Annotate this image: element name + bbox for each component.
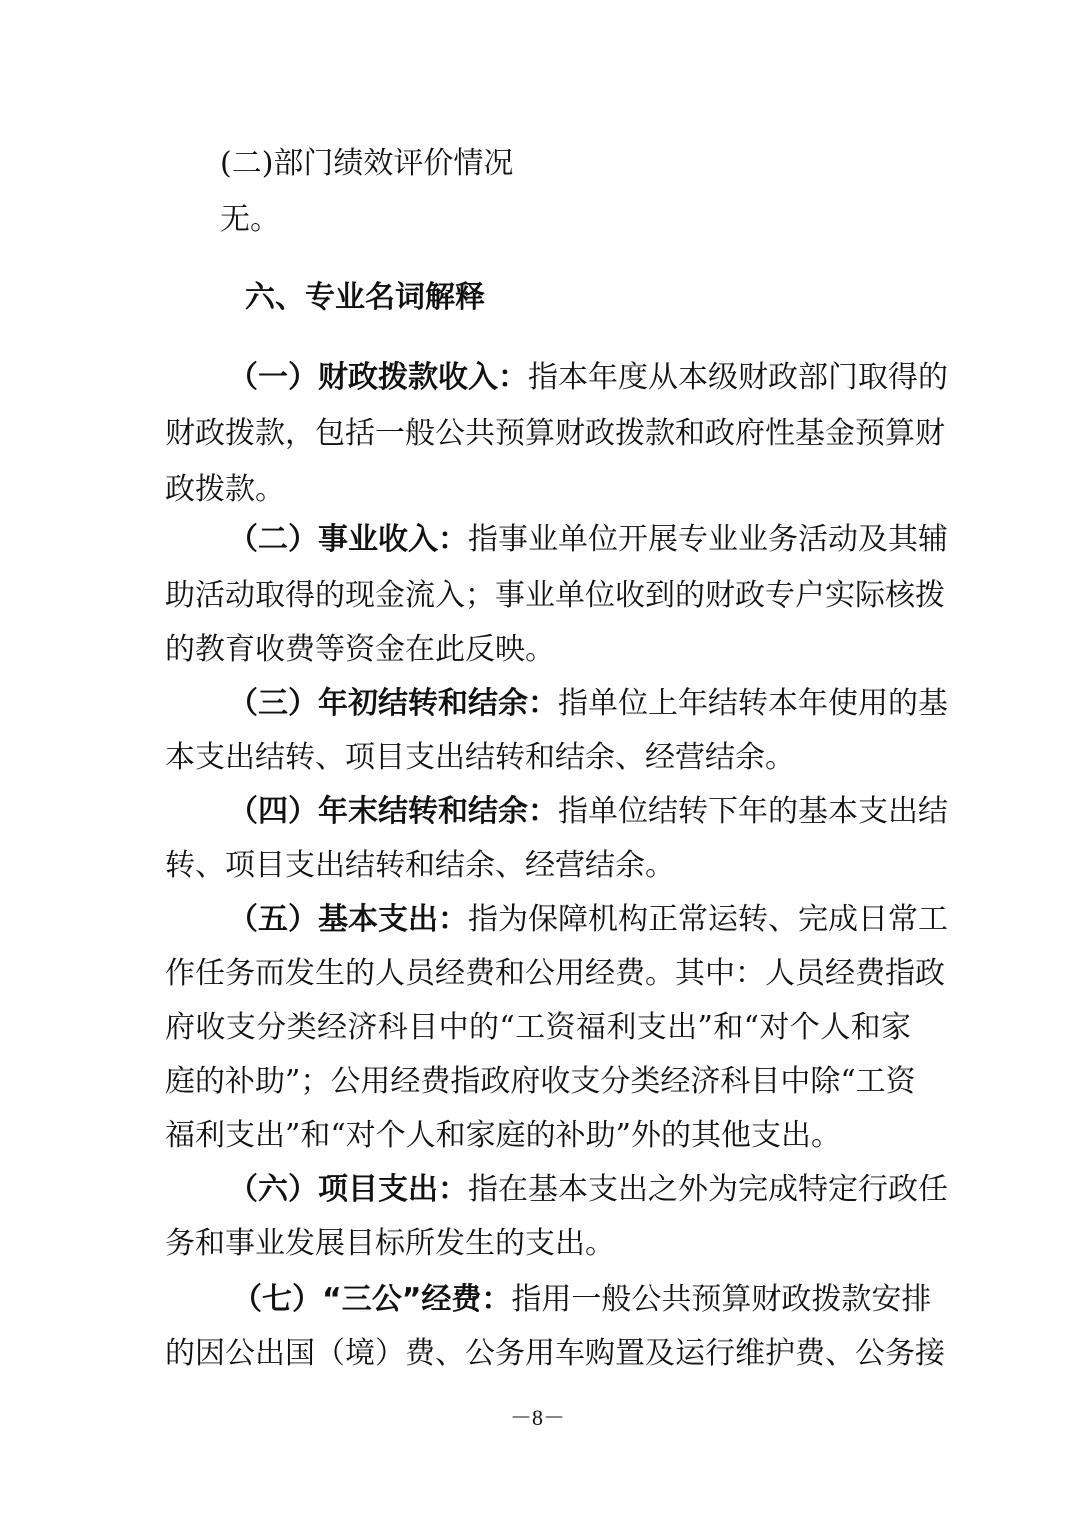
- term-first-line: [228, 358, 948, 398]
- term-text: 指用一般公共预算财政拨款安排: [511, 1282, 932, 1317]
- term-label: （五）基本支出：: [228, 902, 468, 937]
- term-label: （一）财政拨款收入：: [228, 360, 528, 395]
- term-first-line: [228, 900, 948, 940]
- page-number: －8－: [509, 1405, 565, 1430]
- term-text: 指在基本支出之外为完成特定行政任: [468, 1172, 948, 1207]
- term-line: 财政拨款，包括一般公共预算财政拨款和政府性基金预算财: [165, 416, 945, 451]
- term-line: 本支出结转、项目支出结转和结余、经营结余。: [165, 740, 795, 775]
- term-first-line: [228, 1170, 948, 1210]
- term-text: 指事业单位开展专业业务活动及其辅: [468, 522, 948, 557]
- term-first-line: [228, 684, 948, 724]
- term-text: 指本年度从本级财政部门取得的: [528, 360, 948, 395]
- term-line: 转、项目支出结转和结余、经营结余。: [165, 848, 675, 883]
- term-text: 指单位结转下年的基本支出结: [558, 794, 948, 829]
- term-line: 的因公出国（境）费、公务用车购置及运行维护费、公务接: [165, 1336, 945, 1371]
- term-label: （二）事业收入：: [228, 522, 468, 557]
- term-label: （六）项目支出：: [228, 1172, 468, 1207]
- term-label: （四）年末结转和结余：: [228, 794, 558, 829]
- subsection-body: 无。: [220, 202, 280, 237]
- term-line: 府收支分类经济科目中的“工资福利支出”和“对个人和家: [165, 1010, 911, 1045]
- term-line: 福利支出”和“对个人和家庭的补助”外的其他支出。: [165, 1118, 842, 1153]
- term-text: 指单位上年结转本年使用的基: [558, 686, 948, 721]
- term-line: 政拨款。: [165, 472, 285, 507]
- subsection-heading: (二)部门绩效评价情况: [220, 146, 514, 181]
- term-first-line: [228, 520, 948, 560]
- term-line: 的教育收费等资金在此反映。: [165, 632, 555, 667]
- term-first-line: [228, 792, 948, 832]
- term-line: 作任务而发生的人员经费和公用经费。其中：人员经费指政: [165, 956, 945, 991]
- section-title: 六、专业名词解释: [245, 280, 485, 315]
- term-line: 务和事业发展目标所发生的支出。: [165, 1226, 615, 1261]
- term-line: 助活动取得的现金流入；事业单位收到的财政专户实际核拨: [165, 578, 945, 613]
- term-line: 庭的补助”；公用经费指政府收支分类经济科目中除“工资: [165, 1064, 916, 1099]
- term-text: 指为保障机构正常运转、完成日常工: [468, 902, 948, 937]
- term-first-line: [232, 1280, 932, 1320]
- term-label: （七）“三公”经费：: [232, 1282, 512, 1317]
- term-label: （三）年初结转和结余：: [228, 686, 558, 721]
